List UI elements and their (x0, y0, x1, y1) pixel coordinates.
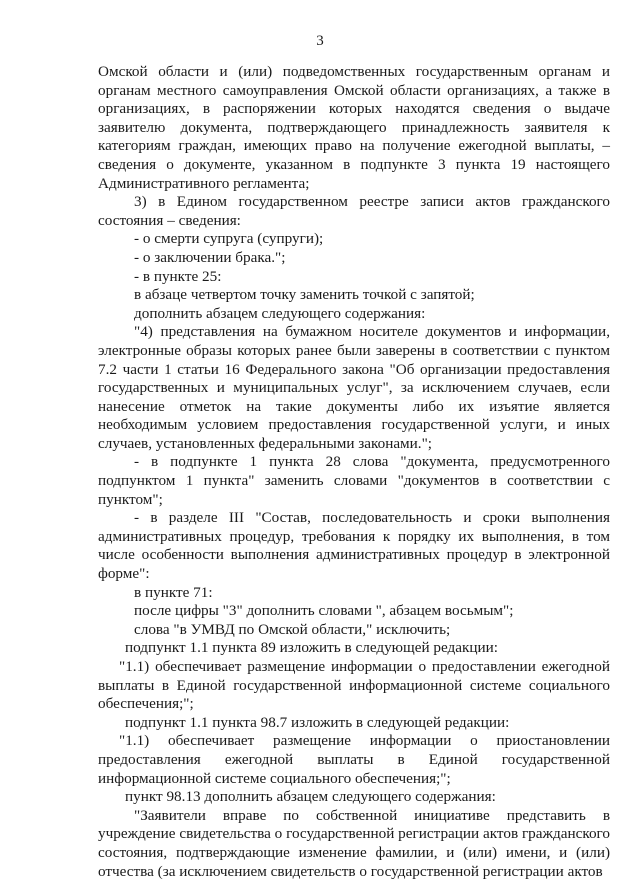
document-body (98, 63, 610, 881)
paragraph: 3) в Едином государственном реестре записи актов гражданского состояния – сведения: (98, 193, 610, 229)
paragraph: пункт 98.13 дополнить абзацем следующего содержания: (125, 788, 496, 806)
paragraph: "1.1) обеспечивает размещение информации о предоставлении ежегодной выплаты в Единой государственной информационной системе социального обеспечения;"; (98, 658, 610, 713)
paragraph: в абзаце четвертом точку заменить точкой с запятой; (134, 286, 475, 304)
paragraph: подпункт 1.1 пункта 98.7 изложить в следующей редакции: (125, 713, 510, 731)
paragraph: дополнить абзацем следующего содержания: (134, 304, 426, 322)
paragraph: в пункте 71: (134, 583, 213, 601)
paragraph: после цифры "3" дополнить словами ", абзацем восьмым"; (134, 602, 514, 620)
paragraph: - в разделе III "Состав, последовательность и сроки выполнения административных процедур, требования к порядку их выполнения, в том числе особенности выполнения административных процедур в электронной форме": (98, 509, 610, 583)
paragraph: "1.1) обеспечивает размещение информации о приостановлении предоставления ежегодной выплаты в Единой государственной информационной системе социального обеспечения;"; (98, 732, 610, 787)
list-item: - о заключении брака."; (134, 248, 286, 266)
paragraph: слова "в УМВД по Омской области," исключить; (134, 620, 451, 638)
list-item: - о смерти супруга (супруги); (134, 230, 324, 248)
paragraph: "4) представления на бумажном носителе документов и информации, электронные образы которых ранее были заверены в соответствии с пунктом 7.2 части 1 статьи 16 Федерального закона "Об организации предоставления государственных и муниципальных услуг", за исключением случаев, если нанесение отметок на такие документы либо их изъятие является необходимым условием предоставления государственной услуги, и иных случаев, установленных федеральными законами."; (98, 323, 610, 452)
page-number: 3 (316, 33, 324, 49)
list-item: - в пункте 25: (134, 267, 222, 285)
paragraph: - в подпункте 1 пункта 28 слова "документа, предусмотренного подпунктом 1 пункта" заменить словами "документов в соответствии с пунктом"; (98, 453, 610, 508)
paragraph: подпункт 1.1 пункта 89 изложить в следующей редакции: (125, 639, 498, 657)
paragraph: "Заявители вправе по собственной инициативе представить в учреждение свидетельства о государственной регистрации актов гражданского состояния, подтверждающие изменение фамилии, и (или) имени, и (или) отчества (за исключением свидетельств о государственной регистрации актов (98, 806, 610, 880)
paragraph: Омской области и (или) подведомственных государственным органам и органам местного самоуправления Омской области организациях, а также в организациях, в распоряжении которых находятся сведения о выдаче заявителю документа, подтверждающего принадлежность заявителя к категориям граждан, имеющих право на получение ежегодной выплаты, – сведения о документе, указанном в подпункте 3 пункта 19 настоящего Административного регламента; (98, 63, 610, 192)
